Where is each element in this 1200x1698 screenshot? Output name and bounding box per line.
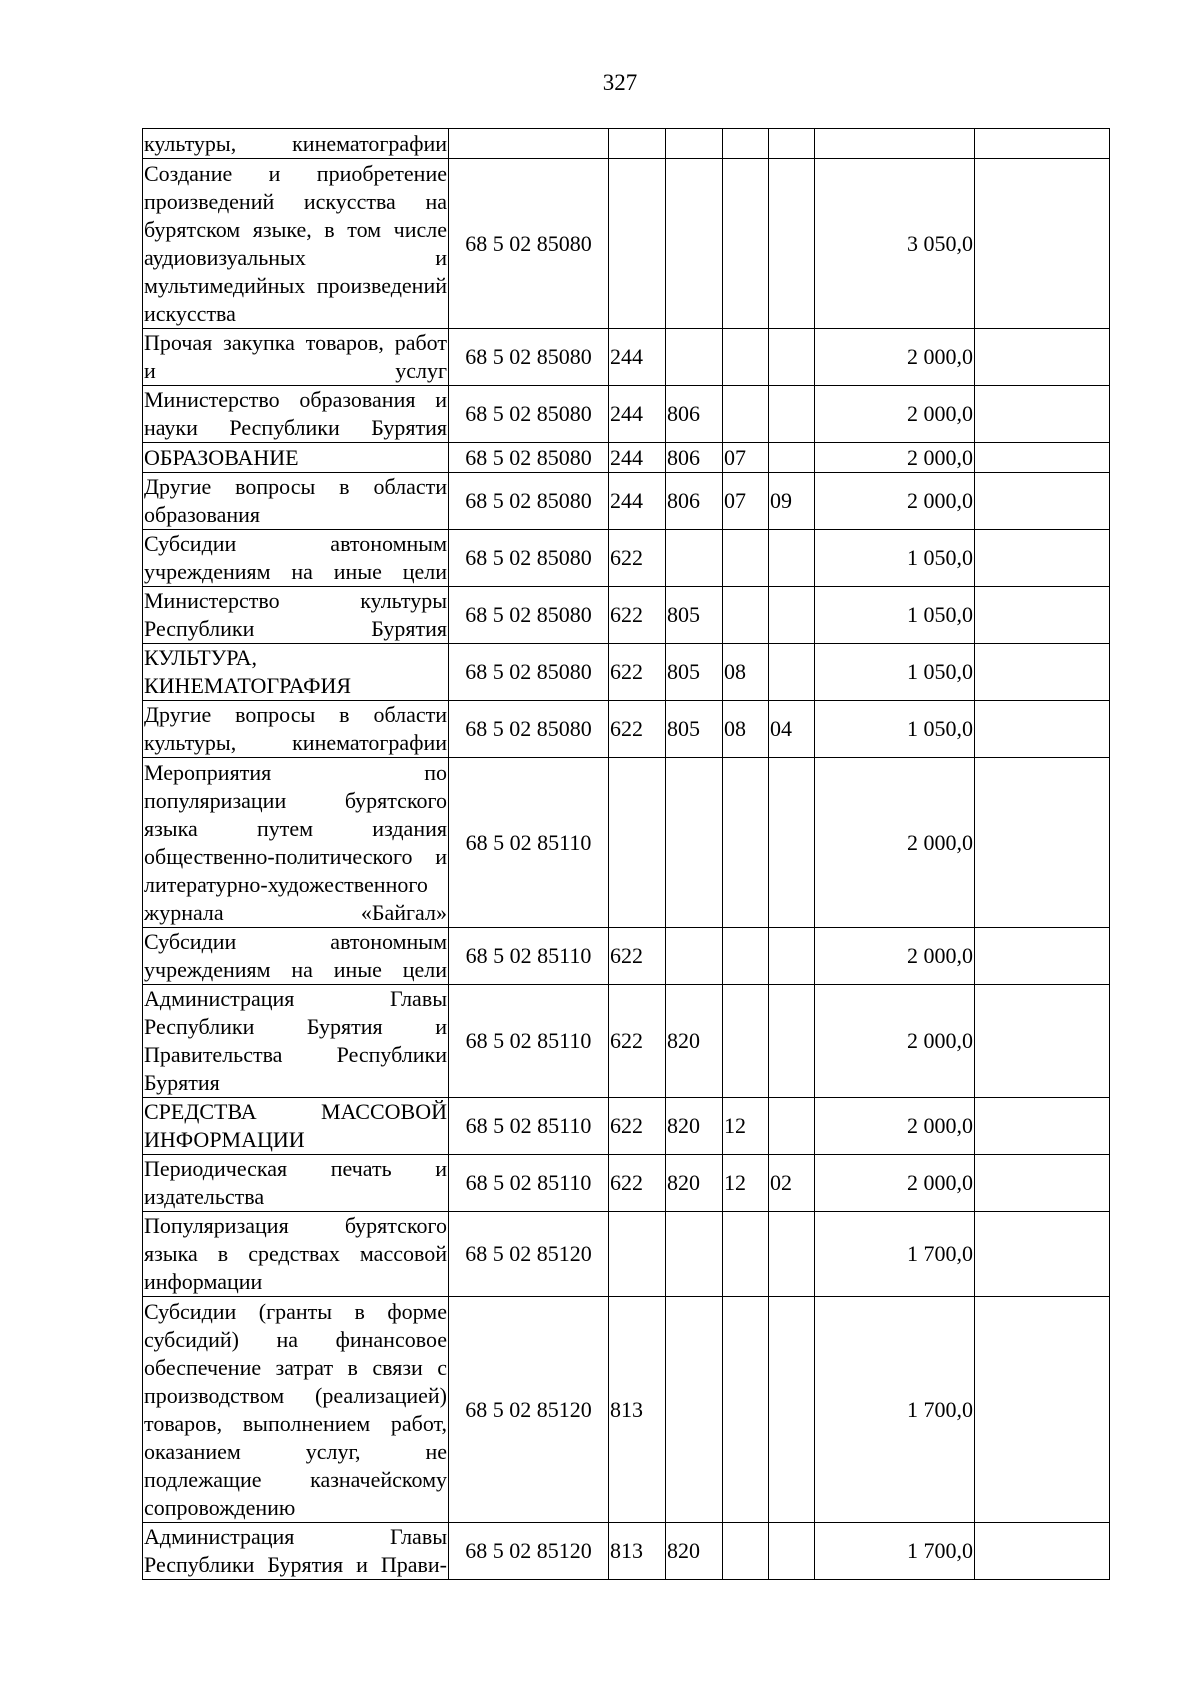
table-row xyxy=(143,1212,1110,1297)
row-name: культуры, кинематографии xyxy=(143,129,449,159)
row-empty-cell xyxy=(975,644,1110,701)
page-number: 327 xyxy=(602,70,638,95)
row-amount: 2 000,0 xyxy=(815,1098,975,1155)
row-empty-cell xyxy=(975,473,1110,530)
row-section: 07 xyxy=(723,443,769,473)
row-expense-type: 244 xyxy=(609,473,666,530)
row-name: Субсидии автономным учреждениям на иные цели xyxy=(143,530,449,587)
row-subsection xyxy=(769,129,815,159)
row-expense-type: 622 xyxy=(609,1155,666,1212)
row-empty-cell xyxy=(975,329,1110,386)
row-subsection xyxy=(769,644,815,701)
row-name: Администрация Главы Республики Бурятия и Правительства Республики Бурятия xyxy=(143,985,449,1098)
row-code: 68 5 02 85080 xyxy=(449,329,609,386)
row-amount: 2 000,0 xyxy=(815,758,975,928)
row-code xyxy=(449,129,609,159)
row-subsection xyxy=(769,329,815,386)
row-amount: 1 700,0 xyxy=(815,1212,975,1297)
row-ministry-code: 805 xyxy=(666,644,723,701)
row-ministry-code: 805 xyxy=(666,701,723,758)
row-amount: 1 700,0 xyxy=(815,1297,975,1523)
row-code: 68 5 02 85080 xyxy=(449,159,609,329)
row-code: 68 5 02 85080 xyxy=(449,443,609,473)
row-expense-type xyxy=(609,129,666,159)
row-empty-cell xyxy=(975,587,1110,644)
row-code: 68 5 02 85110 xyxy=(449,928,609,985)
table-row xyxy=(143,443,1110,473)
row-expense-type xyxy=(609,758,666,928)
row-expense-type: 622 xyxy=(609,928,666,985)
table-row xyxy=(143,587,1110,644)
table-row xyxy=(143,473,1110,530)
row-section: 12 xyxy=(723,1155,769,1212)
row-name: КУЛЬТУРА, КИНЕМАТОГРАФИЯ xyxy=(143,644,449,701)
row-ministry-code: 806 xyxy=(666,443,723,473)
table-row xyxy=(143,1098,1110,1155)
row-section xyxy=(723,758,769,928)
row-code: 68 5 02 85110 xyxy=(449,985,609,1098)
row-name: Субсидии (гранты в форме субсидий) на финансовое обеспечение затрат в связи с производством (реализацией) товаров, выполнением работ, оказанием услуг, не подлежащие казначейскому сопровождению xyxy=(143,1297,449,1523)
row-code: 68 5 02 85110 xyxy=(449,758,609,928)
table-body xyxy=(143,129,1110,1580)
row-ministry-code xyxy=(666,1297,723,1523)
row-ministry-code xyxy=(666,329,723,386)
row-subsection xyxy=(769,758,815,928)
row-amount: 2 000,0 xyxy=(815,1155,975,1212)
row-subsection xyxy=(769,386,815,443)
row-ministry-code xyxy=(666,129,723,159)
row-amount: 1 050,0 xyxy=(815,644,975,701)
row-ministry-code xyxy=(666,1212,723,1297)
row-subsection: 04 xyxy=(769,701,815,758)
row-empty-cell xyxy=(975,1098,1110,1155)
row-code: 68 5 02 85120 xyxy=(449,1523,609,1580)
row-section xyxy=(723,587,769,644)
row-section: 07 xyxy=(723,473,769,530)
row-expense-type: 813 xyxy=(609,1523,666,1580)
row-section xyxy=(723,928,769,985)
row-empty-cell xyxy=(975,928,1110,985)
table-row xyxy=(143,386,1110,443)
table-row xyxy=(143,758,1110,928)
row-expense-type xyxy=(609,1212,666,1297)
row-section xyxy=(723,386,769,443)
row-section xyxy=(723,985,769,1098)
row-section xyxy=(723,129,769,159)
row-amount: 1 050,0 xyxy=(815,587,975,644)
row-section xyxy=(723,329,769,386)
row-subsection xyxy=(769,1098,815,1155)
row-empty-cell xyxy=(975,1155,1110,1212)
row-ministry-code xyxy=(666,159,723,329)
table-row xyxy=(143,329,1110,386)
budget-table xyxy=(142,128,1110,1580)
row-name: Министерство культуры Республики Бурятия xyxy=(143,587,449,644)
row-section: 08 xyxy=(723,644,769,701)
table-row xyxy=(143,644,1110,701)
row-expense-type: 622 xyxy=(609,587,666,644)
row-code: 68 5 02 85080 xyxy=(449,530,609,587)
row-amount: 2 000,0 xyxy=(815,386,975,443)
row-code: 68 5 02 85120 xyxy=(449,1212,609,1297)
row-empty-cell xyxy=(975,1212,1110,1297)
row-section: 08 xyxy=(723,701,769,758)
row-amount xyxy=(815,129,975,159)
row-empty-cell xyxy=(975,985,1110,1098)
row-amount: 2 000,0 xyxy=(815,928,975,985)
row-section xyxy=(723,530,769,587)
row-code: 68 5 02 85080 xyxy=(449,587,609,644)
row-expense-type: 244 xyxy=(609,386,666,443)
row-empty-cell xyxy=(975,159,1110,329)
row-ministry-code: 806 xyxy=(666,473,723,530)
row-name: Субсидии автономным учреждениям на иные цели xyxy=(143,928,449,985)
row-name: Популяризация бурятского языка в средствах массовой информации xyxy=(143,1212,449,1297)
row-ministry-code: 820 xyxy=(666,1155,723,1212)
table-row xyxy=(143,1155,1110,1212)
row-subsection xyxy=(769,587,815,644)
row-amount: 1 700,0 xyxy=(815,1523,975,1580)
row-name: СРЕДСТВА МАССОВОЙ ИНФОРМАЦИИ xyxy=(143,1098,449,1155)
row-name: Создание и приобретение произведений искусства на бурятском языке, в том числе аудиовизуальных и мультимедийных произведений искусства xyxy=(143,159,449,329)
row-section xyxy=(723,1297,769,1523)
row-expense-type: 622 xyxy=(609,644,666,701)
row-subsection xyxy=(769,928,815,985)
table-row xyxy=(143,701,1110,758)
row-amount: 1 050,0 xyxy=(815,530,975,587)
row-code: 68 5 02 85080 xyxy=(449,701,609,758)
row-subsection xyxy=(769,1212,815,1297)
row-ministry-code xyxy=(666,530,723,587)
row-name: Прочая закупка товаров, работ и услуг xyxy=(143,329,449,386)
row-ministry-code: 820 xyxy=(666,1523,723,1580)
row-ministry-code: 806 xyxy=(666,386,723,443)
row-expense-type: 244 xyxy=(609,329,666,386)
row-empty-cell xyxy=(975,701,1110,758)
row-empty-cell xyxy=(975,758,1110,928)
row-subsection xyxy=(769,443,815,473)
row-empty-cell xyxy=(975,530,1110,587)
table-row xyxy=(143,928,1110,985)
row-name: Другие вопросы в области культуры, кинематографии xyxy=(143,701,449,758)
row-code: 68 5 02 85110 xyxy=(449,1155,609,1212)
row-name: Другие вопросы в области образования xyxy=(143,473,449,530)
row-subsection xyxy=(769,159,815,329)
row-empty-cell xyxy=(975,443,1110,473)
row-name: Администрация Главы Республики Бурятия и Прави- xyxy=(143,1523,449,1580)
row-code: 68 5 02 85080 xyxy=(449,386,609,443)
row-ministry-code: 820 xyxy=(666,1098,723,1155)
row-amount: 2 000,0 xyxy=(815,443,975,473)
table-row xyxy=(143,1523,1110,1580)
row-expense-type: 244 xyxy=(609,443,666,473)
row-subsection xyxy=(769,1523,815,1580)
row-empty-cell xyxy=(975,1297,1110,1523)
row-empty-cell xyxy=(975,386,1110,443)
table-row xyxy=(143,129,1110,159)
row-name: Периодическая печать и издательства xyxy=(143,1155,449,1212)
row-amount: 2 000,0 xyxy=(815,329,975,386)
row-amount: 1 050,0 xyxy=(815,701,975,758)
row-name: ОБРАЗОВАНИЕ xyxy=(143,443,449,473)
row-expense-type: 622 xyxy=(609,1098,666,1155)
row-name: Мероприятия по популяризации бурятского языка путем издания общественно-политического и литературно-художественного журнала «Байгал» xyxy=(143,758,449,928)
row-subsection xyxy=(769,530,815,587)
row-section xyxy=(723,1212,769,1297)
row-code: 68 5 02 85110 xyxy=(449,1098,609,1155)
row-expense-type: 622 xyxy=(609,701,666,758)
row-code: 68 5 02 85080 xyxy=(449,473,609,530)
row-amount: 2 000,0 xyxy=(815,473,975,530)
row-subsection: 02 xyxy=(769,1155,815,1212)
row-ministry-code: 805 xyxy=(666,587,723,644)
table-row xyxy=(143,985,1110,1098)
row-subsection: 09 xyxy=(769,473,815,530)
row-subsection xyxy=(769,985,815,1098)
row-section: 12 xyxy=(723,1098,769,1155)
row-ministry-code xyxy=(666,758,723,928)
row-amount: 2 000,0 xyxy=(815,985,975,1098)
row-ministry-code: 820 xyxy=(666,985,723,1098)
row-empty-cell xyxy=(975,129,1110,159)
row-name: Министерство образования и науки Республики Бурятия xyxy=(143,386,449,443)
row-code: 68 5 02 85120 xyxy=(449,1297,609,1523)
row-section xyxy=(723,159,769,329)
table-row xyxy=(143,1297,1110,1523)
row-subsection xyxy=(769,1297,815,1523)
table-row xyxy=(143,159,1110,329)
row-code: 68 5 02 85080 xyxy=(449,644,609,701)
row-expense-type: 622 xyxy=(609,985,666,1098)
row-section xyxy=(723,1523,769,1580)
row-expense-type xyxy=(609,159,666,329)
row-ministry-code xyxy=(666,928,723,985)
row-expense-type: 813 xyxy=(609,1297,666,1523)
row-amount: 3 050,0 xyxy=(815,159,975,329)
row-empty-cell xyxy=(975,1523,1110,1580)
row-expense-type: 622 xyxy=(609,530,666,587)
table-row xyxy=(143,530,1110,587)
